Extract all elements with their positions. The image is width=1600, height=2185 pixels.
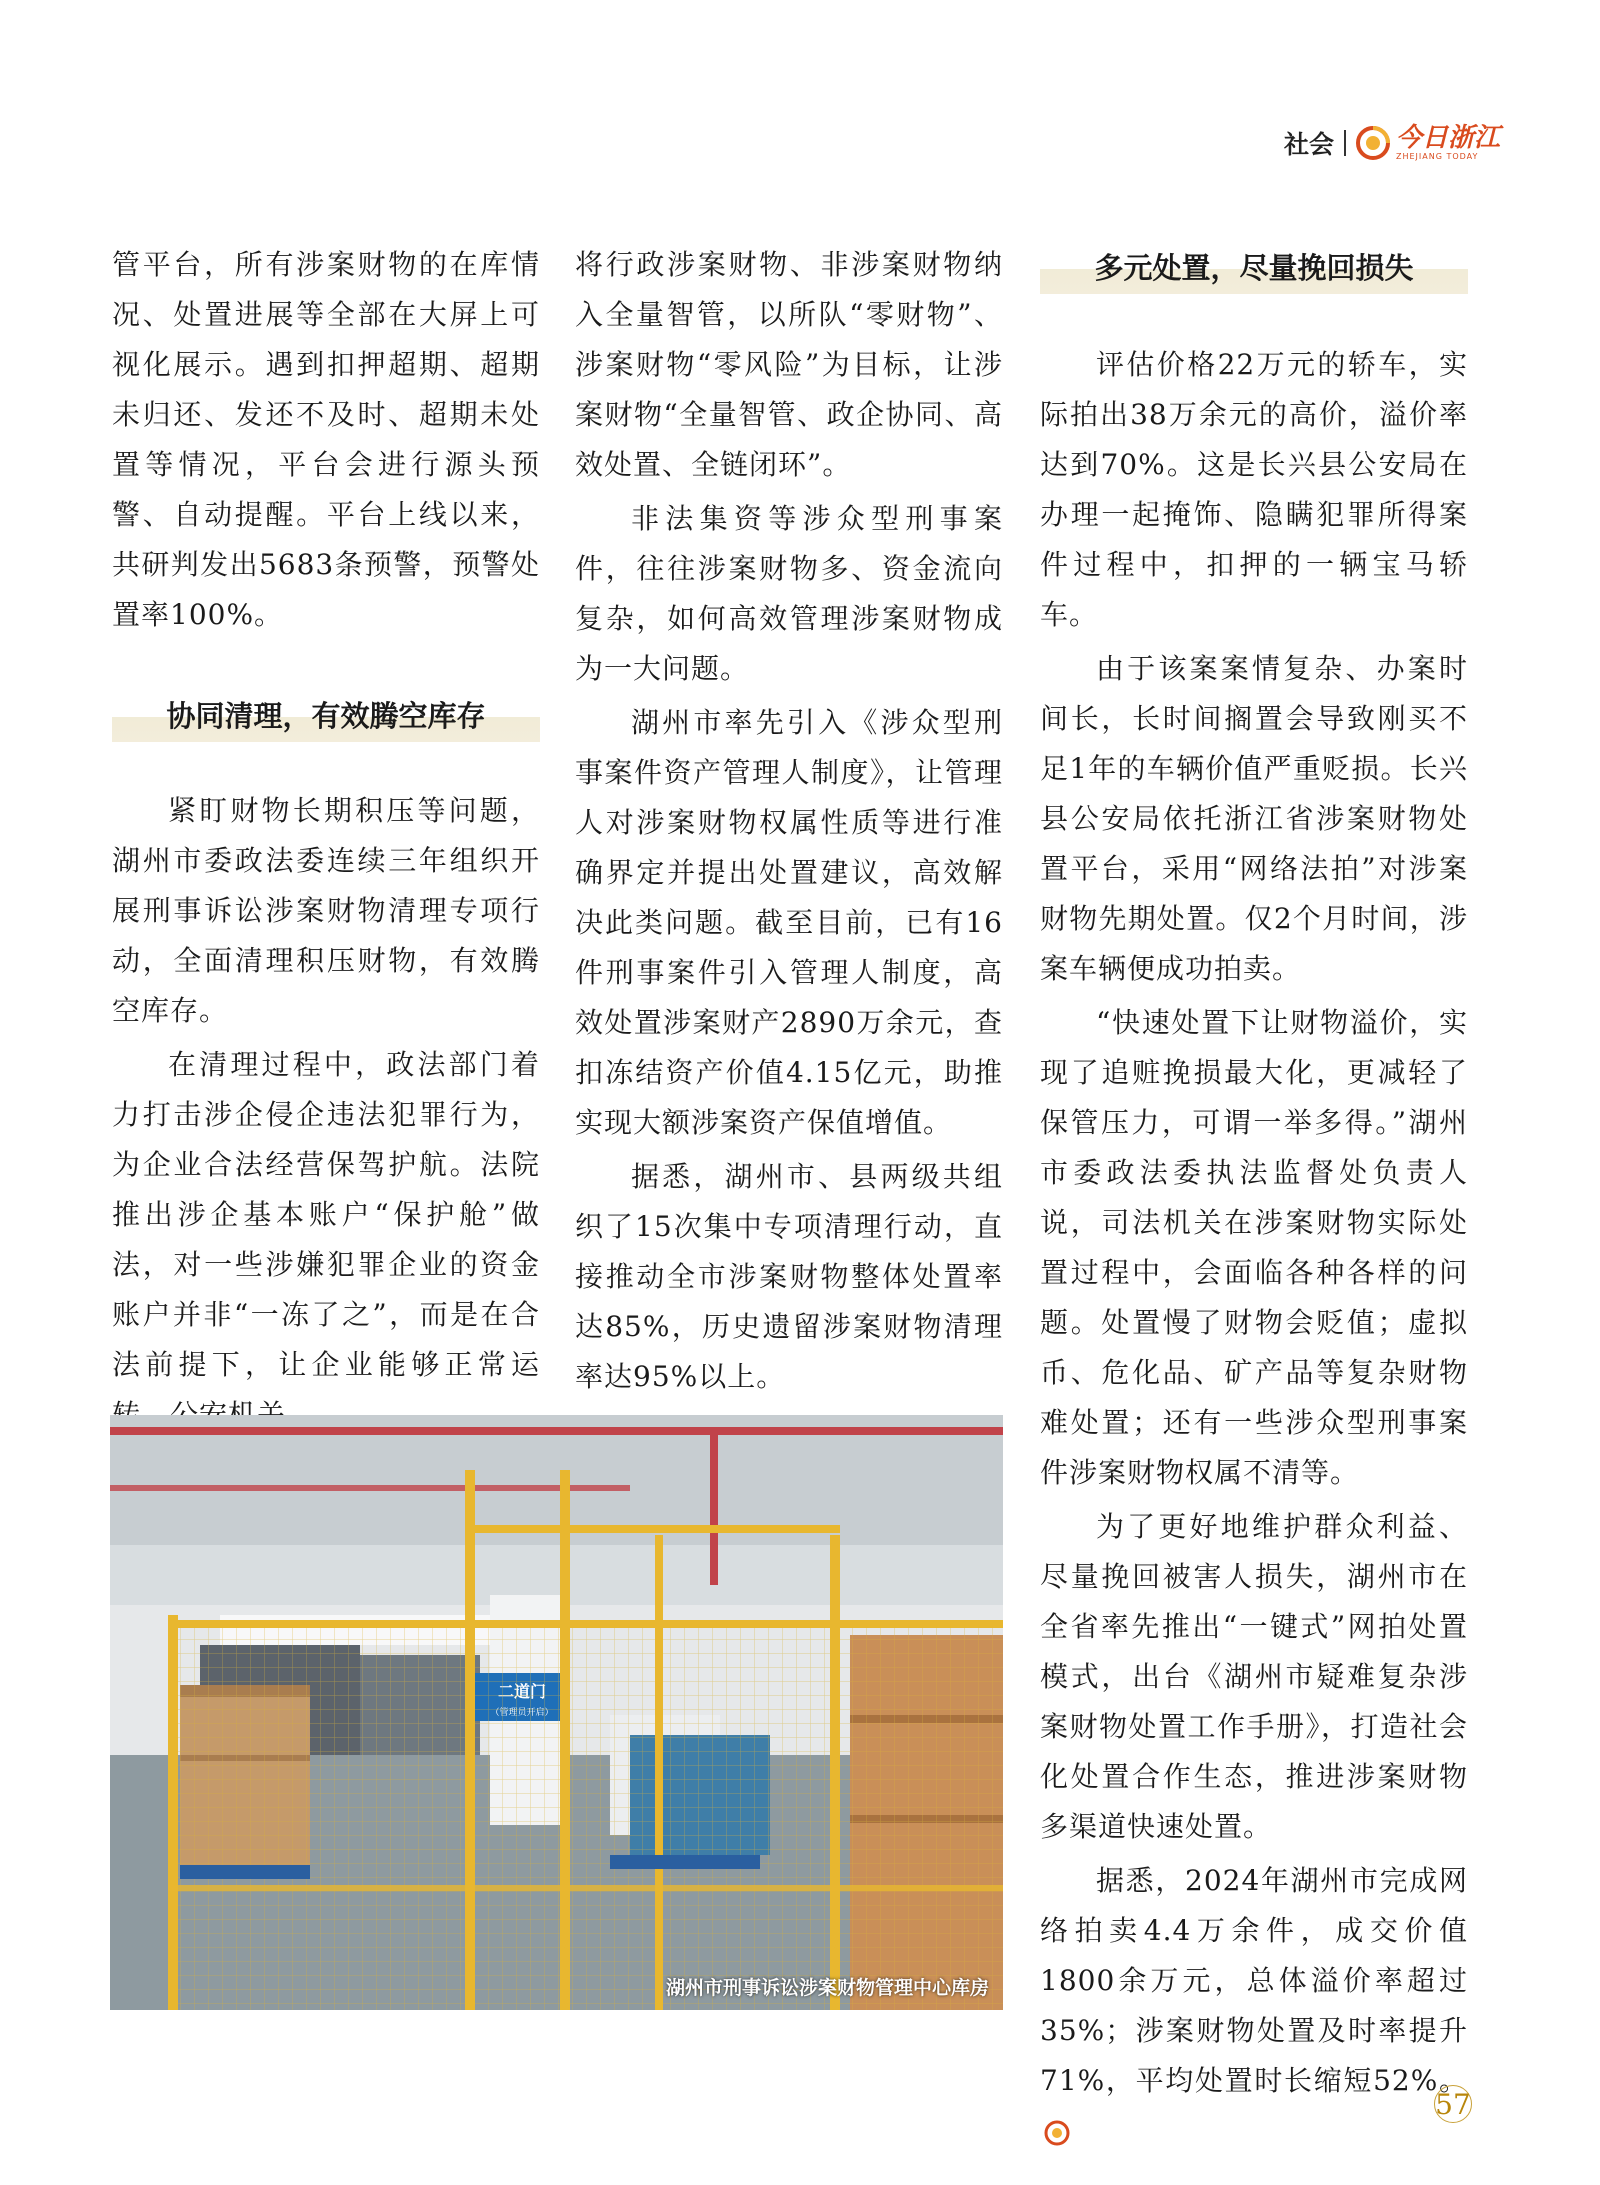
paragraph: 由于该案案情复杂、办案时间长，长时间搁置会导致刚买不足1年的车辆价值严重贬损。长兴县公安局依托浙江省涉案财物处置平台，采用“网络法拍”对涉案财物先期处置。仅2个月时间，涉案车辆便成功拍卖。	[1040, 652, 1468, 985]
warehouse-photo	[110, 1415, 1003, 2010]
paragraph: “快速处置下让财物溢价，实现了追赃挽损最大化，更减轻了保管压力，可谓一举多得。”湖州市委政法委执法监督处负责人说，司法机关在涉案财物实际处置过程中，会面临各种各样的问题。处置慢了财物会贬值；虚拟币、危化品、矿产品等复杂财物难处置；还有一些涉众型刑事案件涉案财物权属不清等。	[1040, 1006, 1468, 1489]
paragraph: 将行政涉案财物、非涉案财物纳入全量智管，以所队“零财物”、涉案财物“零风险”为目标，让涉案财物“全量智管、政企协同、高效处置、全链闭环”。	[575, 248, 1003, 481]
brand-logo	[1356, 125, 1500, 161]
page-number: 57	[1434, 2085, 1472, 2123]
section-label: 社会	[1283, 130, 1334, 159]
paragraph: 湖州市率先引入《涉众型刑事案件资产管理人制度》，让管理人对涉案财物权属性质等进行准确界定并提出处置建议，高效解决此类问题。截至目前，已有16件刑事案件引入管理人制度，高效处置涉案财产2890万余元，查扣冻结资产价值4.15亿元，助推实现大额涉案资产保值增值。	[575, 706, 1003, 1139]
column-1-continued	[112, 786, 540, 1444]
brand-subtitle: ZHEJIANG TODAY	[1395, 152, 1479, 161]
paragraph: 管平台，所有涉案财物的在库情况、处置进展等全部在大屏上可视化展示。遇到扣押超期、超期未归还、发还不及时、超期未处置等情况，平台会进行源头预警、自动提醒。平台上线以来，共研判发出5683条预警，预警处置率100%。	[112, 248, 540, 631]
paragraph: 评估价格22万元的轿车，实际拍出38万余元的高价，溢价率达到70%。这是长兴县公安局在办理一起掩饰、隐瞒犯罪所得案件过程中，扣押的一辆宝马轿车。	[1040, 348, 1468, 631]
warehouse-illustration	[110, 1415, 1003, 2010]
column-2	[575, 240, 1003, 1406]
paragraph: 据悉，湖州市、县两级共组织了15次集中专项清理行动，直接推动全市涉案财物整体处置率达85%，历史遗留涉案财物清理率达95%以上。	[575, 1160, 1003, 1393]
photo-caption: 湖州市刑事诉讼涉案财物管理中心库房	[665, 1977, 989, 1999]
brand-swirl-icon	[1356, 126, 1390, 160]
brand-name: 今日浙江	[1395, 123, 1500, 153]
paragraph: 非法集资等涉众型刑事案件，往往涉案财物多、资金流向复杂，如何高效管理涉案财物成为一大问题。	[575, 502, 1003, 685]
column-1	[112, 240, 540, 644]
column-3	[1040, 340, 1468, 2160]
paragraph: 紧盯财物长期积压等问题，湖州市委政法委连续三年组织开展刑事诉讼涉案财物清理专项行动，全面清理积压财物，有效腾空库存。	[112, 794, 540, 1027]
paragraph-text: 据悉，2024年湖州市完成网络拍卖4.4万余件，成交价值1800余万元，总体溢价率超过35%；涉案财物处置及时率提升71%，平均处置时长缩短52%。	[1040, 1864, 1468, 2097]
paragraph-final	[1040, 1856, 1468, 2156]
page-header	[1284, 118, 1500, 168]
end-mark-icon	[1044, 2120, 1070, 2146]
paragraph: 为了更好地维护群众利益、尽量挽回被害人损失，湖州市在全省率先推出“一键式”网拍处置模式，出台《湖州市疑难复杂涉案财物处置工作手册》，打造社会化处置合作生态，推进涉案财物多渠道快速处置。	[1040, 1510, 1468, 1843]
subheading-diverse-disposal: 多元处置，尽量挽回损失	[1040, 238, 1468, 294]
paragraph: 在清理过程中，政法部门着力打击涉企侵企违法犯罪行为，为企业合法经营保驾护航。法院推出涉企基本账户“保护舱”做法，对一些涉嫌犯罪企业的资金账户并非“一冻了之”，而是在合法前提下，让企业能够正常运	[112, 1048, 540, 1381]
header-divider	[1344, 130, 1346, 156]
subheading-collaborative-cleanup: 协同清理，有效腾空库存	[112, 686, 540, 742]
